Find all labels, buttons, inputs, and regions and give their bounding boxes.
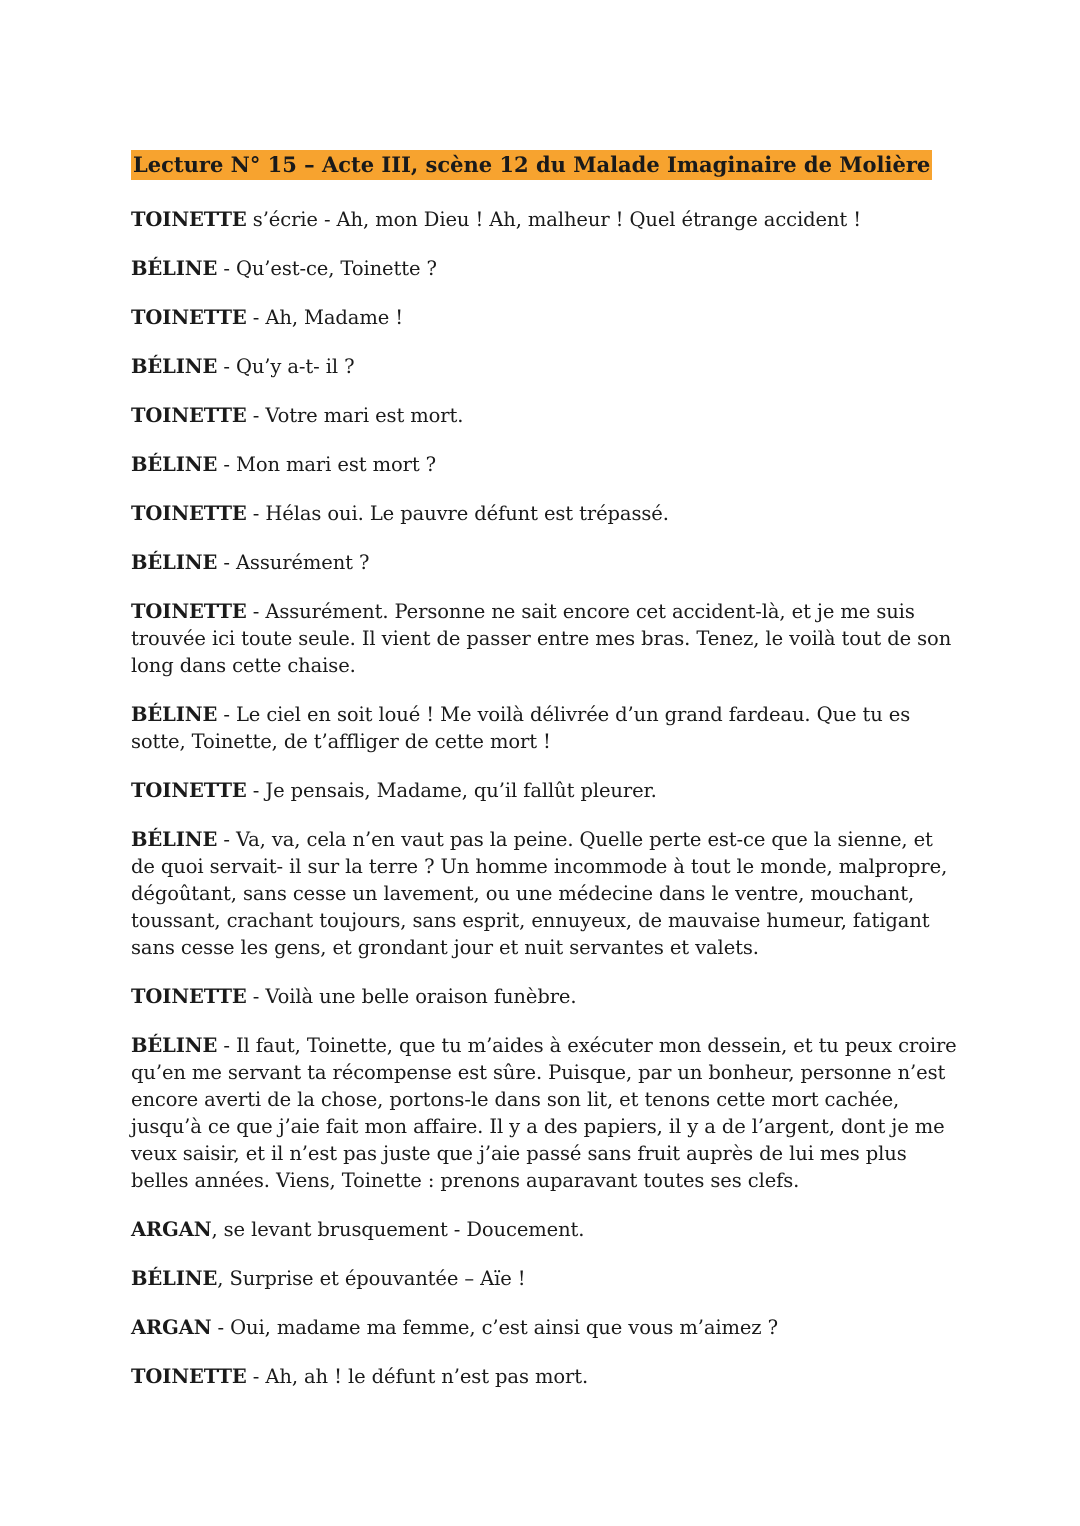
speaker-name: TOINETTE	[131, 779, 247, 802]
dialogue-text: - Voilà une belle oraison funèbre.	[246, 985, 577, 1008]
dialogue-line	[131, 701, 961, 755]
dialogue-text: - Votre mari est mort.	[246, 404, 464, 427]
speaker-name: BÉLINE	[131, 257, 218, 280]
dialogue-line	[131, 549, 961, 576]
title-container	[131, 150, 931, 180]
document-title: Lecture N° 15 – Acte III, scène 12 du Malade Imaginaire de Molière	[131, 150, 932, 180]
dialogue-text: - Assurément. Personne ne sait encore cet accident-là, et je me suis trouvée ici toute seule. Il vient de passer entre mes bras. Tenez, le voilà tout de son long dans cette chaise.	[131, 600, 952, 677]
dialogue-line	[131, 1265, 961, 1292]
speaker-name: BÉLINE	[131, 551, 218, 574]
speaker-name: ARGAN	[131, 1218, 212, 1241]
dialogue-line	[131, 353, 961, 380]
dialogue-line	[131, 1314, 961, 1341]
dialogue-text: - Je pensais, Madame, qu’il fallût pleurer.	[246, 779, 657, 802]
dialogue-text: - Qu’est-ce, Toinette ?	[217, 257, 437, 280]
speaker-name: TOINETTE	[131, 1365, 247, 1388]
speaker-name: TOINETTE	[131, 985, 247, 1008]
dialogue-text: s’écrie - Ah, mon Dieu ! Ah, malheur ! Quel étrange accident !	[246, 208, 861, 231]
speaker-name: TOINETTE	[131, 306, 247, 329]
dialogue-text: - Va, va, cela n’en vaut pas la peine. Quelle perte est-ce que la sienne, et de quoi servait- il sur la terre ? Un homme incommode à tout le monde, malpropre, dégoûtant, sans cesse un lavement, ou une médecine dans le ventre, mouchant, toussant, crachant toujours, sans esprit, ennuyeux, de mauvaise humeur, fatigant sans cesse les gens, et grondant jour et nuit servantes et valets.	[131, 828, 948, 959]
dialogue-line	[131, 206, 961, 233]
dialogue-line	[131, 304, 961, 331]
dialogue-text: - Qu’y a-t- il ?	[217, 355, 355, 378]
speaker-name: TOINETTE	[131, 404, 247, 427]
dialogue-text: - Oui, madame ma femme, c’est ainsi que vous m’aimez ?	[211, 1316, 778, 1339]
dialogue-text: - Mon mari est mort ?	[217, 453, 437, 476]
speaker-name: BÉLINE	[131, 828, 218, 851]
dialogue-text: , se levant brusquement - Doucement.	[211, 1218, 585, 1241]
dialogue-text: - Ah, ah ! le défunt n’est pas mort.	[246, 1365, 589, 1388]
dialogue-text: - Assurément ?	[217, 551, 370, 574]
dialogue-text: - Hélas oui. Le pauvre défunt est trépassé.	[246, 502, 669, 525]
speaker-name: TOINETTE	[131, 208, 247, 231]
dialogue-line	[131, 983, 961, 1010]
dialogue-line	[131, 598, 961, 679]
speaker-name: BÉLINE	[131, 1267, 218, 1290]
dialogue-text: - Il faut, Toinette, que tu m’aides à exécuter mon dessein, et tu peux croire qu’en me servant ta récompense est sûre. Puisque, par un bonheur, personne n’est encore averti de la chose, portons-le dans son lit, et tenons cette mort cachée, jusqu’à ce que j’aie fait mon affaire. Il y a des papiers, il y a de l’argent, dont je me veux saisir, et il n’est pas juste que j’aie passé sans fruit auprès de lui mes plus belles années. Viens, Toinette : prenons auparavant toutes ses clefs.	[131, 1034, 957, 1192]
speaker-name: BÉLINE	[131, 453, 218, 476]
dialogue-line	[131, 500, 961, 527]
dialogue-line	[131, 451, 961, 478]
speaker-name: ARGAN	[131, 1316, 212, 1339]
dialogue-line	[131, 1032, 961, 1194]
speaker-name: BÉLINE	[131, 1034, 218, 1057]
speaker-name: BÉLINE	[131, 703, 218, 726]
dialogue-line	[131, 826, 961, 961]
dialogue-line	[131, 402, 961, 429]
speaker-name: TOINETTE	[131, 502, 247, 525]
dialogue-text: - Le ciel en soit loué ! Me voilà délivrée d’un grand fardeau. Que tu es sotte, Toinette, de t’affliger de cette mort !	[131, 703, 911, 753]
dialogue-line	[131, 255, 961, 282]
dialogue-line	[131, 1363, 961, 1390]
speaker-name: BÉLINE	[131, 355, 218, 378]
speaker-name: TOINETTE	[131, 600, 247, 623]
dialogue-line	[131, 1216, 961, 1243]
dialogue-text: - Ah, Madame !	[246, 306, 403, 329]
dialogue-line	[131, 777, 961, 804]
dialogue-text: , Surprise et épouvantée – Aïe !	[217, 1267, 526, 1290]
document-page	[131, 150, 961, 1412]
